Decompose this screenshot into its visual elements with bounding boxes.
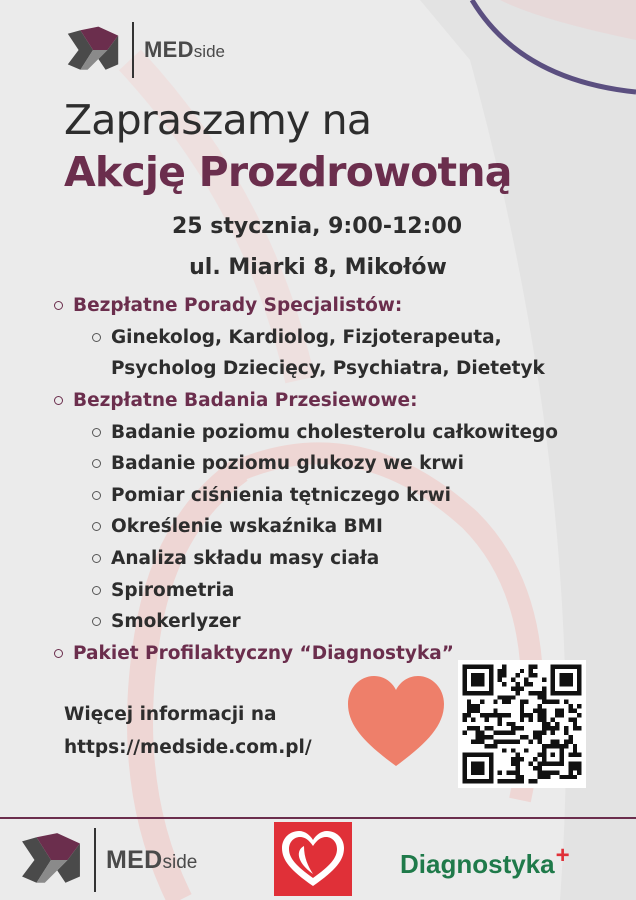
- logo-separator: [132, 22, 134, 78]
- footer-medside-logo: [20, 828, 197, 892]
- brand-name: MEDside: [144, 37, 225, 62]
- diagnostyka-logo: Diagnostyka+: [400, 842, 570, 879]
- title-line-1: Zapraszamy na: [64, 96, 372, 144]
- list-item: Pomiar ciśnienia tętniczego krwi: [54, 480, 614, 512]
- heart-icon: [346, 674, 446, 770]
- medside-logo-icon: [20, 829, 82, 891]
- logo-separator: [94, 828, 96, 892]
- bullet-circle-icon: [92, 554, 101, 563]
- section-heading: Pakiet Profilaktyczny “Diagnostyka”: [54, 638, 614, 670]
- list-item: Psycholog Dziecięcy, Psychiatra, Dietetyk: [111, 358, 545, 380]
- list-item: Smokerlyzer: [54, 606, 614, 638]
- bullet-circle-icon: [54, 396, 63, 405]
- bullet-circle-icon: [54, 301, 63, 310]
- offer-list: [54, 290, 614, 669]
- section-heading: Bezpłatne Porady Specjalistów:: [54, 290, 614, 322]
- bullet-circle-icon: [92, 491, 101, 500]
- heart-badge-logo: [274, 822, 352, 896]
- list-item: Ginekolog, Kardiolog, Fizjoterapeuta,: [54, 322, 614, 354]
- bullet-circle-icon: [92, 617, 101, 626]
- qr-code-icon[interactable]: [458, 660, 586, 788]
- bullet-circle-icon: [92, 459, 101, 468]
- title-line-2: Akcję Prozdrowotną: [64, 148, 512, 196]
- list-item: Badanie poziomu glukozy we krwi: [54, 448, 614, 480]
- plus-icon: +: [555, 842, 570, 869]
- list-item: Spirometria: [54, 574, 614, 606]
- more-info-label: Więcej informacji na: [64, 704, 277, 725]
- bullet-circle-icon: [92, 586, 101, 595]
- list-item: Określenie wskaźnika BMI: [54, 511, 614, 543]
- event-address: ul. Miarki 8, Mikołów: [189, 255, 447, 280]
- more-info-url[interactable]: https://medside.com.pl/: [64, 737, 312, 758]
- more-info: [64, 698, 312, 764]
- bullet-circle-icon: [92, 333, 101, 342]
- footer-brand-name: MEDside: [106, 845, 198, 874]
- event-date: 25 stycznia, 9:00-12:00: [171, 214, 463, 239]
- list-item: Analiza składu masy ciała: [54, 543, 614, 575]
- bullet-circle-icon: [54, 649, 63, 658]
- medside-logo-icon: [66, 23, 120, 77]
- bullet-circle-icon: [92, 522, 101, 531]
- bullet-circle-icon: [92, 428, 101, 437]
- list-item: Badanie poziomu cholesterolu całkowitego: [54, 416, 614, 448]
- footer-divider: [0, 817, 636, 819]
- header-logo: [66, 22, 225, 78]
- heart-badge-icon: [274, 822, 352, 896]
- section-heading: Bezpłatne Badania Przesiewowe:: [54, 385, 614, 417]
